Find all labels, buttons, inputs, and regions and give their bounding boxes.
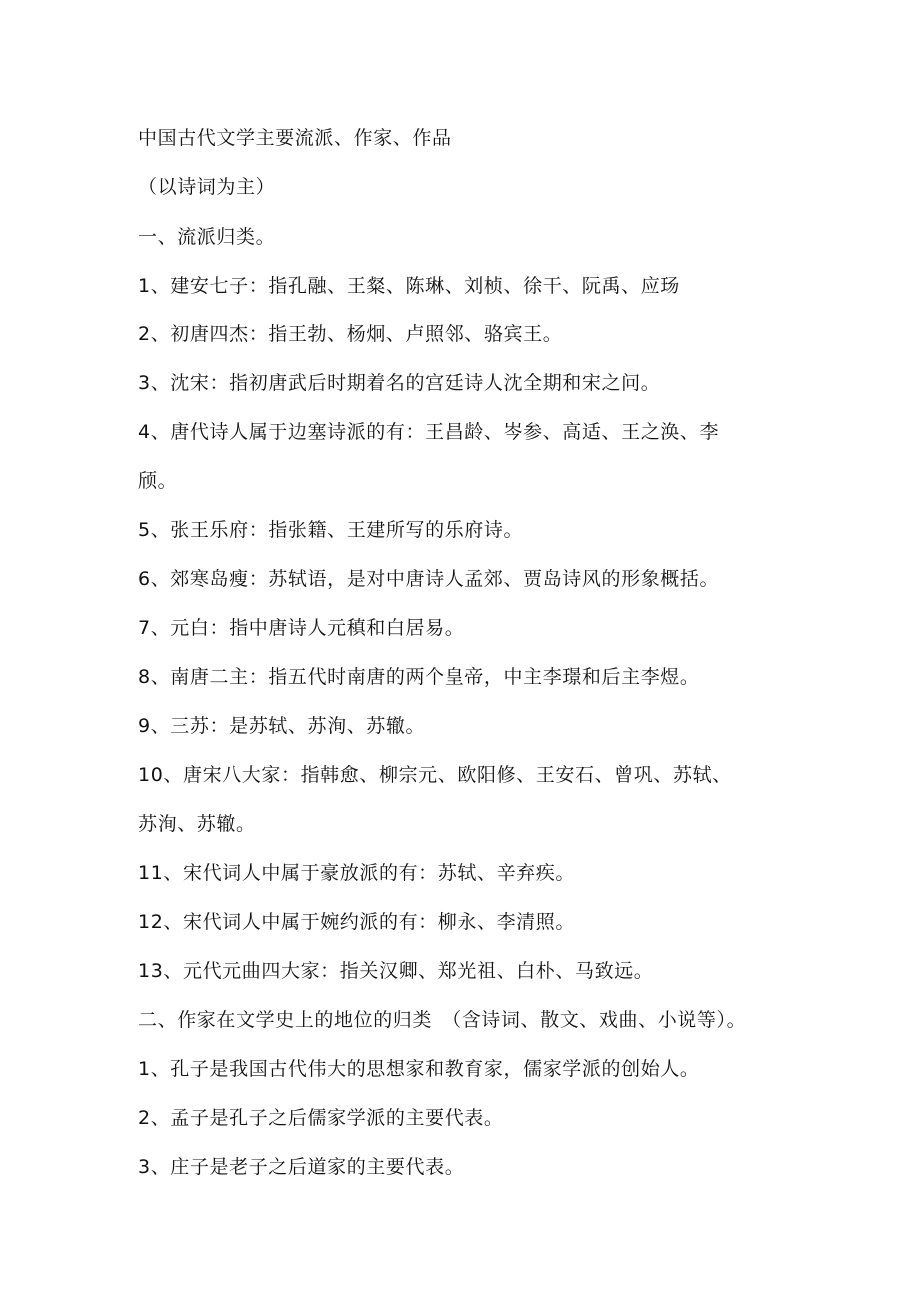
document-title: 中国古代文学主要流派、作家、作品	[138, 127, 452, 149]
section-1-item-10: 10、唐宋八大家：指韩愈、柳宗元、欧阳修、王安石、曾巩、苏轼、	[138, 764, 732, 786]
section-1-item-12: 12、宋代词人中属于婉约派的有：柳永、李清照。	[138, 911, 575, 933]
section-2-item-3: 3、庄子是老子之后道家的主要代表。	[138, 1156, 465, 1178]
section-1-item-6: 6、郊寒岛瘦：苏轼语，是对中唐诗人孟郊、贾岛诗风的形象概括。	[138, 568, 720, 590]
section-1-item-5: 5、张王乐府：指张籍、王建所写的乐府诗。	[138, 519, 524, 541]
section-1-item-4-continued: 颀。	[138, 470, 178, 492]
document-subtitle: （以诗词为主）	[138, 176, 276, 198]
section-1-item-3: 3、沈宋：指初唐武后时期着名的宫廷诗人沈全期和宋之问。	[138, 372, 661, 394]
section-1-item-11: 11、宋代词人中属于豪放派的有：苏轼、辛弃疾。	[138, 862, 575, 884]
section-2-heading: 二、作家在文学史上的地位的归类 （含诗词、散文、戏曲、小说等）。	[138, 1009, 747, 1031]
section-1-item-2: 2、初唐四杰：指王勃、杨炯、卢照邻、骆宾王。	[138, 323, 563, 345]
section-1-heading: 一、流派归类。	[138, 226, 276, 248]
section-1-item-8: 8、南唐二主：指五代时南唐的两个皇帝，中主李璟和后主李煜。	[138, 666, 700, 688]
section-1-item-7: 7、元白：指中唐诗人元稹和白居易。	[138, 617, 465, 639]
section-2-item-2: 2、孟子是孔子之后儒家学派的主要代表。	[138, 1107, 504, 1129]
section-1-item-10-continued: 苏洵、苏辙。	[138, 813, 256, 835]
section-1-item-4: 4、唐代诗人属于边塞诗派的有：王昌龄、岑参、高适、王之涣、李	[138, 421, 720, 443]
section-1-item-9: 9、三苏：是苏轼、苏洵、苏辙。	[138, 715, 426, 737]
section-1-item-13: 13、元代元曲四大家：指关汉卿、郑光祖、白朴、马致远。	[138, 960, 654, 982]
section-1-item-1: 1、建安七子：指孔融、王粲、陈琳、刘桢、徐干、阮禹、应玚	[138, 275, 680, 297]
section-2-item-1: 1、孔子是我国古代伟大的思想家和教育家，儒家学派的创始人。	[138, 1058, 700, 1080]
